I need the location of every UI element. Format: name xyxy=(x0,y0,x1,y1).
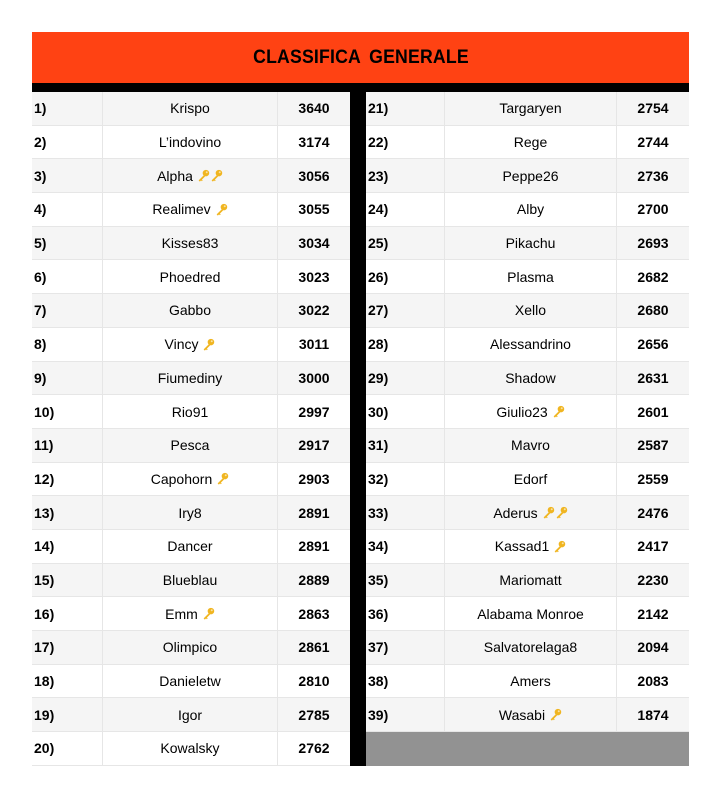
key-icon xyxy=(202,338,215,351)
player-name-cell xyxy=(445,159,617,192)
header-divider xyxy=(32,83,689,92)
score-cell: 2744 xyxy=(637,134,669,151)
leaderboard xyxy=(32,32,689,766)
player-name-cell xyxy=(103,294,278,327)
player-name: Kisses83 xyxy=(161,235,219,252)
player-name: Blueblau xyxy=(162,571,218,588)
player-name-cell xyxy=(103,496,278,529)
table-row xyxy=(32,92,350,126)
score-cell: 2601 xyxy=(637,403,669,420)
rank-cell: 19) xyxy=(32,698,103,731)
player-name-cell xyxy=(103,159,278,192)
player-name: Mavro xyxy=(511,437,550,454)
score-cell: 2700 xyxy=(637,201,669,218)
score-cell: 2903 xyxy=(298,470,330,487)
score-cell: 2680 xyxy=(637,302,669,319)
player-name: Pesca xyxy=(170,437,210,454)
player-name: Xello xyxy=(514,302,547,319)
player-name-cell xyxy=(103,631,278,664)
player-name: Peppe26 xyxy=(502,167,559,184)
score-cell: 3023 xyxy=(298,268,330,285)
rank-cell: 27) xyxy=(366,294,445,327)
player-name-cell xyxy=(103,260,278,293)
rank-cell: 32) xyxy=(366,463,445,496)
rank-cell: 31) xyxy=(366,429,445,462)
key-badges xyxy=(216,472,229,485)
key-badges xyxy=(202,607,215,620)
player-name-cell xyxy=(103,463,278,496)
player-name: Amers xyxy=(510,673,551,690)
score-cell: 3640 xyxy=(298,100,330,117)
rank-cell: 25) xyxy=(366,227,445,260)
score-cell: 3174 xyxy=(298,134,330,151)
key-badges xyxy=(552,405,565,418)
player-name: Edorf xyxy=(513,470,548,487)
key-badges xyxy=(202,338,215,351)
rank-cell: 7) xyxy=(32,294,103,327)
table-row xyxy=(32,260,350,294)
key-badges xyxy=(553,540,566,553)
player-name-cell xyxy=(445,530,617,563)
table-row xyxy=(32,564,350,598)
player-name-cell xyxy=(445,193,617,226)
rank-cell: 14) xyxy=(32,530,103,563)
score-cell: 2559 xyxy=(637,470,669,487)
table-row xyxy=(366,631,689,665)
player-name: Alessandrino xyxy=(490,336,571,353)
table-row xyxy=(366,328,689,362)
score-cell: 2631 xyxy=(637,369,669,386)
player-name: Wasabi xyxy=(498,706,546,723)
player-name: Kowalsky xyxy=(160,740,220,757)
player-name: Emm xyxy=(165,605,198,622)
player-name: Fiumediny xyxy=(157,369,223,386)
rank-cell: 26) xyxy=(366,260,445,293)
rank-cell: 23) xyxy=(366,159,445,192)
score-cell: 2891 xyxy=(298,504,330,521)
player-name-cell xyxy=(445,429,617,462)
player-name-cell xyxy=(103,429,278,462)
score-cell: 2682 xyxy=(637,268,669,285)
table-row xyxy=(32,362,350,396)
key-icon xyxy=(202,607,215,620)
score-cell: 2861 xyxy=(298,639,330,656)
table-row xyxy=(366,698,689,732)
player-name-cell xyxy=(445,631,617,664)
player-name: Realimev xyxy=(152,201,211,218)
player-name: Targaryen xyxy=(499,100,562,117)
rank-cell: 38) xyxy=(366,665,445,698)
rank-cell: 18) xyxy=(32,665,103,698)
table-row xyxy=(366,395,689,429)
player-name-cell xyxy=(445,227,617,260)
player-name: Olimpico xyxy=(162,639,218,656)
table-row xyxy=(366,496,689,530)
table-row xyxy=(32,463,350,497)
key-badges xyxy=(542,506,568,519)
score-cell: 3055 xyxy=(298,201,330,218)
table-row xyxy=(366,227,689,261)
table-row xyxy=(366,260,689,294)
score-cell: 3022 xyxy=(298,302,330,319)
rank-cell: 21) xyxy=(366,92,445,125)
player-name: Danieletw xyxy=(159,673,221,690)
key-icon xyxy=(555,506,568,519)
player-name-cell xyxy=(445,328,617,361)
player-name-cell xyxy=(103,732,278,765)
score-cell: 2785 xyxy=(298,706,330,723)
table-row xyxy=(366,159,689,193)
key-icon xyxy=(542,506,555,519)
key-icon xyxy=(549,708,562,721)
player-name-cell xyxy=(103,193,278,226)
rank-cell: 17) xyxy=(32,631,103,664)
rank-cell: 3) xyxy=(32,159,103,192)
player-name: Alabama Monroe xyxy=(477,605,584,622)
rank-cell: 16) xyxy=(32,597,103,630)
score-cell: 2693 xyxy=(637,235,669,252)
player-name-cell xyxy=(445,126,617,159)
player-name: Iry8 xyxy=(178,504,202,521)
player-name-cell xyxy=(445,665,617,698)
table-row xyxy=(32,328,350,362)
player-name: Gabbo xyxy=(168,302,212,319)
table-row xyxy=(366,530,689,564)
table-row xyxy=(32,193,350,227)
score-cell: 2754 xyxy=(637,100,669,117)
rank-cell: 6) xyxy=(32,260,103,293)
rank-cell: 10) xyxy=(32,395,103,428)
key-badges xyxy=(215,203,228,216)
rank-cell: 13) xyxy=(32,496,103,529)
score-cell: 2891 xyxy=(298,538,330,555)
key-icon xyxy=(216,472,229,485)
key-icon xyxy=(552,405,565,418)
rank-cell: 22) xyxy=(366,126,445,159)
player-name-cell xyxy=(103,362,278,395)
player-name: Aderus xyxy=(493,504,538,521)
player-name: Rio91 xyxy=(171,403,209,420)
player-name: Shadow xyxy=(505,369,556,386)
player-name: Dancer xyxy=(167,538,213,555)
key-icon xyxy=(553,540,566,553)
table-row xyxy=(366,564,689,598)
player-name-cell xyxy=(103,564,278,597)
rank-cell: 37) xyxy=(366,631,445,664)
player-name-cell xyxy=(103,227,278,260)
rank-cell: 12) xyxy=(32,463,103,496)
player-name-cell xyxy=(445,698,617,731)
player-name: Salvatorelaga8 xyxy=(483,639,578,656)
table-row xyxy=(32,530,350,564)
rank-cell: 39) xyxy=(366,698,445,731)
player-name-cell xyxy=(445,294,617,327)
score-cell: 2476 xyxy=(637,504,669,521)
player-name: Igor xyxy=(177,706,203,723)
score-cell: 2762 xyxy=(298,740,330,757)
column-divider xyxy=(350,92,366,766)
rank-cell: 1) xyxy=(32,92,103,125)
score-cell: 2917 xyxy=(298,437,330,454)
empty-filler-row xyxy=(366,732,689,766)
table-row xyxy=(366,665,689,699)
player-name: Plasma xyxy=(507,268,554,285)
player-name-cell xyxy=(445,564,617,597)
player-name-cell xyxy=(103,126,278,159)
title-bar xyxy=(32,32,689,83)
page-title: CLASSIFICA GENERALE xyxy=(252,46,469,68)
table-row xyxy=(366,463,689,497)
player-name-cell xyxy=(445,92,617,125)
score-cell: 2094 xyxy=(637,639,669,656)
score-cell: 3011 xyxy=(298,336,330,353)
rank-cell: 33) xyxy=(366,496,445,529)
rank-cell: 29) xyxy=(366,362,445,395)
player-name-cell xyxy=(103,665,278,698)
score-cell: 2142 xyxy=(637,605,669,622)
score-cell: 2997 xyxy=(298,403,330,420)
rank-cell: 9) xyxy=(32,362,103,395)
rank-cell: 24) xyxy=(366,193,445,226)
rank-cell: 2) xyxy=(32,126,103,159)
score-cell: 2889 xyxy=(298,571,330,588)
score-cell: 2083 xyxy=(637,673,669,690)
player-name-cell xyxy=(103,698,278,731)
player-name-cell xyxy=(445,597,617,630)
player-name-cell xyxy=(103,597,278,630)
table-row xyxy=(32,294,350,328)
player-name: Vincy xyxy=(164,336,199,353)
table-row xyxy=(366,597,689,631)
ranking-table xyxy=(32,92,689,766)
table-row xyxy=(32,126,350,160)
rank-cell: 15) xyxy=(32,564,103,597)
player-name: Kassad1 xyxy=(494,538,550,555)
table-row xyxy=(32,698,350,732)
player-name-cell xyxy=(445,463,617,496)
rank-cell: 4) xyxy=(32,193,103,226)
table-row xyxy=(366,126,689,160)
score-cell: 2810 xyxy=(298,673,330,690)
player-name-cell xyxy=(103,328,278,361)
score-cell: 2417 xyxy=(637,538,669,555)
key-icon xyxy=(210,169,223,182)
score-cell: 2656 xyxy=(637,336,669,353)
player-name-cell xyxy=(445,395,617,428)
player-name: Capohorn xyxy=(150,470,213,487)
score-cell: 2736 xyxy=(637,167,669,184)
score-cell: 2863 xyxy=(298,605,330,622)
score-cell: 2587 xyxy=(637,437,669,454)
player-name-cell xyxy=(445,496,617,529)
player-name: Pikachu xyxy=(505,235,556,252)
table-row xyxy=(32,597,350,631)
player-name-cell xyxy=(103,530,278,563)
player-name: Alby xyxy=(516,201,545,218)
player-name-cell xyxy=(103,395,278,428)
table-row xyxy=(366,294,689,328)
ranking-column-right xyxy=(366,92,689,766)
table-row xyxy=(32,631,350,665)
player-name-cell xyxy=(445,362,617,395)
player-name: Alpha xyxy=(157,167,193,184)
table-row xyxy=(32,429,350,463)
key-badges xyxy=(549,708,562,721)
player-name: L’indovino xyxy=(158,134,222,151)
key-icon xyxy=(197,169,210,182)
table-row xyxy=(32,496,350,530)
ranking-column-left xyxy=(32,92,350,766)
rank-cell: 35) xyxy=(366,564,445,597)
table-row xyxy=(32,732,350,766)
score-cell: 3056 xyxy=(298,167,330,184)
score-cell: 3034 xyxy=(298,235,330,252)
table-row xyxy=(32,665,350,699)
rank-cell: 11) xyxy=(32,429,103,462)
player-name: Giulio23 xyxy=(496,403,548,420)
rank-cell: 36) xyxy=(366,597,445,630)
player-name: Krispo xyxy=(170,100,210,117)
table-row xyxy=(32,227,350,261)
score-cell: 3000 xyxy=(298,369,330,386)
score-cell: 2230 xyxy=(637,571,669,588)
table-row xyxy=(366,92,689,126)
rank-cell: 34) xyxy=(366,530,445,563)
table-row xyxy=(366,429,689,463)
player-name: Phoedred xyxy=(159,268,221,285)
rank-cell: 30) xyxy=(366,395,445,428)
rank-cell: 5) xyxy=(32,227,103,260)
key-badges xyxy=(197,169,223,182)
player-name: Mariomatt xyxy=(499,571,562,588)
player-name: Rege xyxy=(513,134,548,151)
table-row xyxy=(366,193,689,227)
player-name-cell xyxy=(445,260,617,293)
table-row xyxy=(32,159,350,193)
player-name-cell xyxy=(103,92,278,125)
rank-cell: 20) xyxy=(32,732,103,765)
score-cell: 1874 xyxy=(637,706,669,723)
rank-cell: 28) xyxy=(366,328,445,361)
table-row xyxy=(366,362,689,396)
table-row xyxy=(32,395,350,429)
rank-cell: 8) xyxy=(32,328,103,361)
key-icon xyxy=(215,203,228,216)
